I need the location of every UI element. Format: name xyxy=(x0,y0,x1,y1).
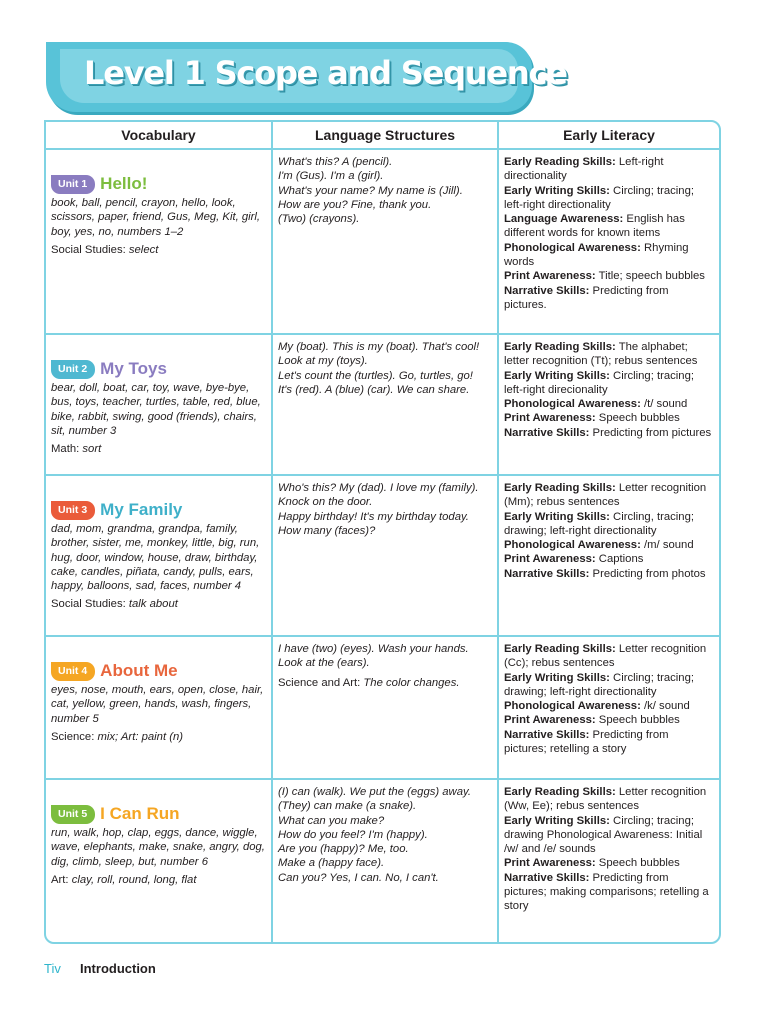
vocabulary-cell xyxy=(46,149,272,334)
literacy-label: Narrative Skills: xyxy=(504,871,590,884)
vocabulary-words: bear, doll, boat, car, toy, wave, bye-bye, bus, toys, teacher, turtles, table, red, blue, bike, rabbit, swing, good (friends), chairs, sit, number 3 xyxy=(51,382,261,437)
literacy-text: Predicting from pictures; making comparisons; retelling a story xyxy=(504,871,709,913)
language-line: How do you feel? I'm (happy). xyxy=(278,828,428,841)
language-line: I'm (Gus). I'm a (girl). xyxy=(278,170,384,183)
literacy-item xyxy=(504,481,714,510)
unit-heading xyxy=(51,360,266,379)
literacy-text: Left-right directionality xyxy=(504,156,664,183)
language-cell xyxy=(272,334,498,475)
literacy-cell xyxy=(498,334,719,475)
literacy-label: Print Awareness: xyxy=(504,270,596,283)
literacy-text: Circling; tracing; drawing Phonological Awareness: Initial /w/ and /e/ sounds xyxy=(504,814,703,856)
language-line: (I) can (walk). We put the (eggs) away. xyxy=(278,786,471,798)
table-row xyxy=(46,636,719,779)
header-vocabulary: Vocabulary xyxy=(46,122,272,149)
literacy-item xyxy=(504,814,714,857)
literacy-label: Early Reading Skills: xyxy=(504,643,616,655)
cross-curricular xyxy=(51,442,266,456)
page-number: Tiv xyxy=(44,961,61,976)
vocabulary-cell xyxy=(46,636,272,779)
literacy-item xyxy=(504,397,714,411)
unit-title: My Family xyxy=(100,500,183,520)
unit-badge: Unit 4 xyxy=(51,662,95,681)
language-line: Look at the (ears). xyxy=(278,657,370,670)
table-row xyxy=(46,779,719,944)
literacy-text: Speech bubbles xyxy=(595,857,680,870)
literacy-cell xyxy=(498,475,719,636)
literacy-text: Predicting from pictures. xyxy=(504,284,669,311)
language-cell xyxy=(272,149,498,334)
literacy-text: Title; speech bubbles xyxy=(595,270,705,283)
unit-heading xyxy=(51,175,266,194)
unit-heading xyxy=(51,501,266,520)
language-line: Are you (happy)? Me, too. xyxy=(278,843,409,856)
language-line: I have (two) (eyes). Wash your hands. xyxy=(278,643,469,655)
vocabulary-cell xyxy=(46,334,272,475)
language-line: What's this? A (pencil). xyxy=(278,156,393,168)
literacy-item xyxy=(504,411,714,425)
unit-badge: Unit 2 xyxy=(51,360,95,379)
literacy-label: Phonological Awareness: xyxy=(504,241,641,254)
literacy-text: Speech bubbles xyxy=(595,714,680,727)
literacy-item xyxy=(504,212,714,241)
cross-curricular xyxy=(51,873,266,887)
literacy-item xyxy=(504,552,714,566)
language-line: Knock on the door. xyxy=(278,496,373,509)
literacy-item xyxy=(504,426,714,440)
literacy-item xyxy=(504,671,714,700)
subject-value: talk about xyxy=(128,598,178,611)
literacy-text: Predicting from pictures xyxy=(589,426,712,439)
vocabulary-words: book, ball, pencil, crayon, hello, look, scissors, paper, friend, Gus, Meg, Kit, girl, boy, yes, no, numbers 1–2 xyxy=(51,197,261,238)
literacy-text: Letter recognition (Ww, Ee); rebus sentences xyxy=(504,786,707,813)
language-extra-value: The color changes. xyxy=(363,676,460,689)
table-row xyxy=(46,149,719,334)
literacy-label: Early Writing Skills: xyxy=(504,510,610,523)
literacy-label: Early Writing Skills: xyxy=(504,369,610,382)
literacy-text: Circling, tracing; drawing; left-right directionality xyxy=(504,510,695,537)
language-line: (Two) (crayons). xyxy=(278,213,360,226)
language-extra xyxy=(278,676,492,690)
literacy-label: Early Writing Skills: xyxy=(504,184,610,197)
header-literacy: Early Literacy xyxy=(498,122,719,149)
literacy-item xyxy=(504,510,714,539)
subject-label: Science: xyxy=(51,730,98,743)
subject-value: clay, roll, round, long, flat xyxy=(71,873,197,886)
literacy-label: Print Awareness: xyxy=(504,412,596,425)
literacy-text: Captions xyxy=(595,553,644,566)
cross-curricular xyxy=(51,597,266,611)
literacy-item xyxy=(504,713,714,727)
literacy-item xyxy=(504,856,714,870)
language-cell xyxy=(272,779,498,944)
literacy-label: Print Awareness: xyxy=(504,714,596,727)
language-line: Happy birthday! It's my birthday today. How many (faces)? xyxy=(278,510,469,537)
literacy-item xyxy=(504,567,714,581)
literacy-item xyxy=(504,184,714,213)
header-language: Language Structures xyxy=(272,122,498,149)
unit-title: Hello! xyxy=(100,174,148,194)
cross-curricular xyxy=(51,730,266,744)
subject-label: Social Studies: xyxy=(51,598,129,611)
literacy-label: Phonological Awareness: xyxy=(504,398,641,411)
cross-curricular xyxy=(51,243,266,257)
table-row xyxy=(46,334,719,475)
literacy-text: English has different words for known items xyxy=(504,213,685,240)
literacy-label: Early Reading Skills: xyxy=(504,341,616,353)
literacy-text: Rhyming words xyxy=(504,241,689,269)
literacy-item xyxy=(504,284,714,313)
page-title: Level 1 Scope and Sequence xyxy=(84,54,567,92)
literacy-item xyxy=(504,642,714,671)
literacy-text: The alphabet; letter recognition (Tt); rebus sentences xyxy=(504,341,698,368)
literacy-label: Language Awareness: xyxy=(504,213,624,226)
literacy-item xyxy=(504,269,714,283)
literacy-text: Speech bubbles xyxy=(595,412,680,425)
literacy-item xyxy=(504,699,714,713)
language-line: Can you? Yes, I can. No, I can't. xyxy=(278,871,439,884)
literacy-item xyxy=(504,155,714,184)
literacy-text: /t/ sound xyxy=(640,398,688,411)
literacy-item xyxy=(504,538,714,552)
unit-title: About Me xyxy=(100,661,178,681)
unit-title: I Can Run xyxy=(100,804,180,824)
language-cell xyxy=(272,636,498,779)
language-line: (They) can make (a snake). xyxy=(278,800,417,813)
vocabulary-words: eyes, nose, mouth, ears, open, close, hair, cat, yellow, green, hands, wash, fingers, number 5 xyxy=(51,684,264,725)
table-row xyxy=(46,475,719,636)
footer-section: Introduction xyxy=(80,961,156,976)
literacy-cell xyxy=(498,636,719,779)
literacy-label: Narrative Skills: xyxy=(504,426,590,439)
subject-value: sort xyxy=(82,443,102,456)
unit-badge: Unit 3 xyxy=(51,501,95,520)
subject-value: select xyxy=(128,243,159,256)
literacy-text: Letter recognition (Cc); rebus sentences xyxy=(504,643,707,670)
literacy-label: Early Writing Skills: xyxy=(504,671,610,684)
literacy-label: Print Awareness: xyxy=(504,857,596,870)
language-extra-label: Science and Art: xyxy=(278,676,364,689)
language-line: Let's count the (turtles). Go, turtles, go! xyxy=(278,369,473,382)
subject-label: Math: xyxy=(51,443,83,456)
unit-badge: Unit 1 xyxy=(51,175,95,194)
literacy-item xyxy=(504,340,714,369)
language-line: How are you? Fine, thank you. xyxy=(278,198,432,211)
unit-heading xyxy=(51,662,266,681)
literacy-text: Circling; tracing; left-right direcionality xyxy=(504,369,695,396)
language-line: What's your name? My name is (Jill). xyxy=(278,184,463,197)
literacy-label: Narrative Skills: xyxy=(504,284,590,297)
literacy-label: Early Reading Skills: xyxy=(504,482,616,494)
language-cell xyxy=(272,475,498,636)
literacy-label: Narrative Skills: xyxy=(504,728,590,741)
table-header-row xyxy=(46,122,719,149)
language-line: It's (red). A (blue) (car). We can share. xyxy=(278,383,470,396)
literacy-text: Circling; tracing; left-right directionality xyxy=(504,184,695,211)
literacy-item xyxy=(504,241,714,270)
literacy-text: /m/ sound xyxy=(640,539,694,552)
literacy-cell xyxy=(498,149,719,334)
language-line: My (boat). This is my (boat). That's cool! Look at my (toys). xyxy=(278,341,480,368)
literacy-item xyxy=(504,785,714,814)
unit-badge: Unit 5 xyxy=(51,805,95,824)
vocabulary-words: run, walk, hop, clap, eggs, dance, wiggle, wave, elephants, make, snake, angry, dog, dig, climb, sleep, but, number 6 xyxy=(51,827,265,868)
literacy-label: Narrative Skills: xyxy=(504,567,590,580)
literacy-text: Predicting from pictures; retelling a story xyxy=(504,728,669,756)
literacy-text: Circling; tracing; drawing; left-right directionality xyxy=(504,671,695,698)
literacy-cell xyxy=(498,779,719,944)
literacy-text: /k/ sound xyxy=(640,700,690,713)
literacy-label: Early Reading Skills: xyxy=(504,786,616,798)
unit-heading xyxy=(51,805,266,824)
literacy-label: Phonological Awareness: xyxy=(504,700,641,713)
language-line: Who's this? My (dad). I love my (family). xyxy=(278,482,479,494)
subject-label: Art: xyxy=(51,873,72,886)
literacy-label: Early Writing Skills: xyxy=(504,814,610,827)
literacy-item xyxy=(504,871,714,914)
literacy-text: Letter recognition (Mm); rebus sentences xyxy=(504,482,707,509)
literacy-item xyxy=(504,728,714,757)
vocabulary-cell xyxy=(46,779,272,944)
vocabulary-cell xyxy=(46,475,272,636)
scope-table-wrapper xyxy=(44,120,721,944)
literacy-label: Early Reading Skills: xyxy=(504,156,616,168)
literacy-label: Phonological Awareness: xyxy=(504,539,641,552)
subject-value: mix; Art: paint (n) xyxy=(97,730,184,743)
subject-label: Social Studies: xyxy=(51,243,129,256)
literacy-text: Predicting from photos xyxy=(589,567,706,580)
language-line: Make a (happy face). xyxy=(278,857,385,870)
literacy-label: Print Awareness: xyxy=(504,553,596,566)
scope-table xyxy=(46,122,719,944)
language-line: What can you make? xyxy=(278,814,385,827)
vocabulary-words: dad, mom, grandma, grandpa, family, brother, sister, me, monkey, little, big, run, hug, door, window, house, draw, birthday, cake, candles, piñata, candy, pulls, ears, happy, balloons, sad, faces, number 4 xyxy=(51,523,260,593)
unit-title: My Toys xyxy=(100,359,167,379)
literacy-item xyxy=(504,369,714,398)
